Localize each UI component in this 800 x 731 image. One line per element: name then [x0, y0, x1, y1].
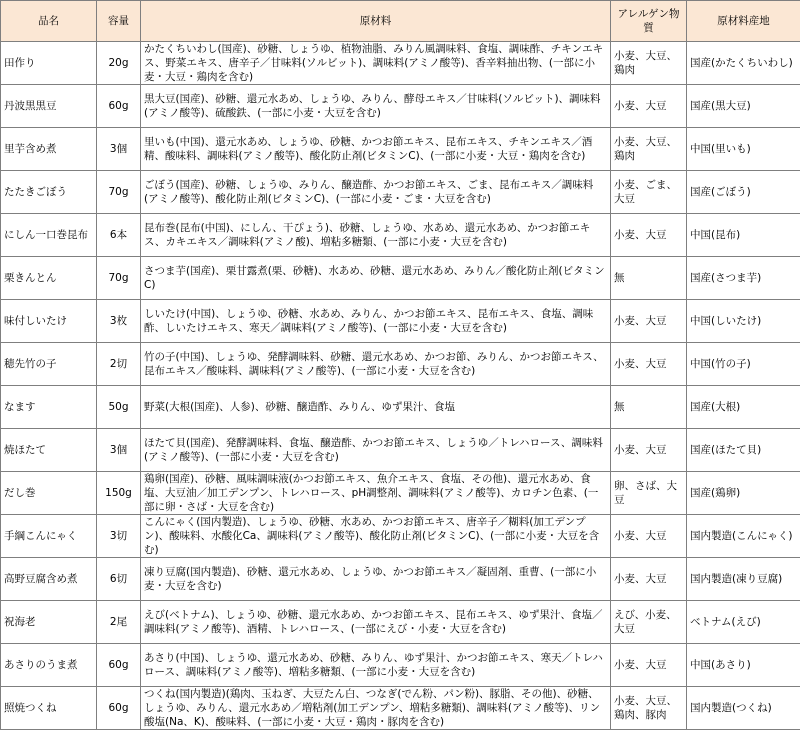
cell-capacity: 3個 [97, 429, 141, 472]
cell-allergens: 小麦、大豆 [611, 214, 687, 257]
table-row [1, 558, 800, 601]
table-row [1, 257, 800, 300]
header-allergens: アレルゲン物質 [611, 1, 687, 42]
cell-ingredients: 鶏卵(国産)、砂糖、風味調味液(かつお節エキス、魚介エキス、食塩、その他)、還元水あめ、食塩、大豆油／加工デンプン、トレハロース、pH調整剤、調味料(アミノ酸等)、カロチン色素、(一部に卵・さば・大豆を含む) [141, 472, 611, 515]
cell-origin: 中国(しいたけ) [687, 300, 800, 343]
table-row [1, 214, 800, 257]
cell-capacity: 50g [97, 386, 141, 429]
cell-ingredients: ほたて貝(国産)、発酵調味料、食塩、醸造酢、かつお節エキス、しょうゆ／トレハロース、調味料(アミノ酸等)、(一部に小麦・大豆を含む) [141, 429, 611, 472]
cell-product-name: 栗きんとん [1, 257, 97, 300]
table-body [1, 42, 800, 730]
cell-product-name: なます [1, 386, 97, 429]
cell-allergens: 小麦、大豆、鶏肉、豚肉 [611, 687, 687, 730]
cell-product-name: にしん一口巻昆布 [1, 214, 97, 257]
cell-ingredients: ごぼう(国産)、砂糖、しょうゆ、みりん、醸造酢、かつお節エキス、ごま、昆布エキス／調味料(アミノ酸等)、酸化防止剤(ビタミンC)、(一部に小麦・ごま・大豆を含む) [141, 171, 611, 214]
cell-origin: 国内製造(こんにゃく) [687, 515, 800, 558]
cell-ingredients: さつま芋(国産)、栗甘露煮(栗、砂糖)、水あめ、砂糖、還元水あめ、みりん／酸化防止剤(ビタミンC) [141, 257, 611, 300]
cell-ingredients: 竹の子(中国)、しょうゆ、発酵調味料、砂糖、還元水あめ、かつお節、みりん、かつお節エキス、昆布エキス／酸味料、調味料(アミノ酸等)、(一部に小麦・大豆を含む) [141, 343, 611, 386]
cell-product-name: 焼ほたて [1, 429, 97, 472]
cell-capacity: 6本 [97, 214, 141, 257]
cell-capacity: 3枚 [97, 300, 141, 343]
header-origin: 原材料産地 [687, 1, 800, 42]
cell-product-name: 手綱こんにゃく [1, 515, 97, 558]
cell-allergens: 小麦、大豆 [611, 429, 687, 472]
table-row [1, 515, 800, 558]
cell-allergens: 小麦、大豆 [611, 558, 687, 601]
cell-product-name: 穂先竹の子 [1, 343, 97, 386]
table-row [1, 300, 800, 343]
header-row [1, 1, 800, 42]
table-row [1, 644, 800, 687]
cell-capacity: 6切 [97, 558, 141, 601]
cell-allergens: 卵、さば、大豆 [611, 472, 687, 515]
cell-allergens: えび、小麦、大豆 [611, 601, 687, 644]
cell-ingredients: あさり(中国)、しょうゆ、還元水あめ、砂糖、みりん、ゆず果汁、かつお節エキス、寒天／トレハロース、調味料(アミノ酸等)、増粘多糖類、(一部に小麦・大豆を含む) [141, 644, 611, 687]
cell-capacity: 60g [97, 85, 141, 128]
table-row [1, 429, 800, 472]
cell-capacity: 60g [97, 644, 141, 687]
cell-allergens: 小麦、大豆、鶏肉 [611, 128, 687, 171]
cell-allergens: 小麦、大豆、鶏肉 [611, 42, 687, 85]
cell-ingredients: つくね(国内製造)(鶏肉、玉ねぎ、大豆たん白、つなぎ(でん粉、パン粉)、豚脂、その他)、砂糖、しょうゆ、みりん、還元水あめ／増粘剤(加工デンプン、増粘多糖類)、調味料(アミノ酸等)、リン酸塩(Na、K)、酸味料、(一部に小麦・大豆・鶏肉・豚肉を含む) [141, 687, 611, 730]
table-row [1, 85, 800, 128]
cell-ingredients: えび(ベトナム)、しょうゆ、砂糖、還元水あめ、かつお節エキス、昆布エキス、ゆず果汁、食塩／調味料(アミノ酸等)、酒精、トレハロース、(一部にえび・小麦・大豆を含む) [141, 601, 611, 644]
cell-origin: 国内製造(つくね) [687, 687, 800, 730]
table-row [1, 386, 800, 429]
table-row [1, 601, 800, 644]
cell-origin: 国産(ごぼう) [687, 171, 800, 214]
cell-ingredients: かたくちいわし(国産)、砂糖、しょうゆ、植物油脂、みりん風調味料、食塩、調味酢、チキンエキス、野菜エキス、唐辛子／甘味料(ソルビット)、調味料(アミノ酸等)、香辛料抽出物、(一部に小麦・大豆・鶏肉を含む) [141, 42, 611, 85]
cell-origin: 中国(昆布) [687, 214, 800, 257]
cell-ingredients: 黒大豆(国産)、砂糖、還元水あめ、しょうゆ、みりん、酵母エキス／甘味料(ソルビット)、調味料(アミノ酸等)、硫酸鉄、(一部に小麦・大豆を含む) [141, 85, 611, 128]
cell-allergens: 小麦、大豆 [611, 85, 687, 128]
cell-origin: 国産(大根) [687, 386, 800, 429]
cell-product-name: 田作り [1, 42, 97, 85]
cell-origin: 国内製造(凍り豆腐) [687, 558, 800, 601]
cell-origin: 国産(ほたて貝) [687, 429, 800, 472]
table-row [1, 472, 800, 515]
cell-capacity: 2切 [97, 343, 141, 386]
cell-origin: 国産(さつま芋) [687, 257, 800, 300]
cell-origin: ベトナム(えび) [687, 601, 800, 644]
cell-product-name: 丹波黒黒豆 [1, 85, 97, 128]
cell-capacity: 2尾 [97, 601, 141, 644]
cell-ingredients: 昆布巻(昆布(中国)、にしん、干ぴょう)、砂糖、しょうゆ、水あめ、還元水あめ、かつお節エキス、カキエキス／調味料(アミノ酸)、増粘多糖類、(一部に小麦・大豆を含む) [141, 214, 611, 257]
cell-capacity: 70g [97, 171, 141, 214]
cell-ingredients: こんにゃく(国内製造)、しょうゆ、砂糖、水あめ、かつお節エキス、唐辛子／糊料(加工デンプン)、酸味料、水酸化Ca、調味料(アミノ酸等)、酸化防止剤(ビタミンC)、(一部に小麦・大豆を含む) [141, 515, 611, 558]
cell-product-name: 里芋含め煮 [1, 128, 97, 171]
table-row [1, 343, 800, 386]
cell-capacity: 70g [97, 257, 141, 300]
table-row [1, 42, 800, 85]
cell-origin: 中国(里いも) [687, 128, 800, 171]
cell-allergens: 小麦、大豆 [611, 515, 687, 558]
cell-product-name: だし巻 [1, 472, 97, 515]
cell-product-name: あさりのうま煮 [1, 644, 97, 687]
cell-capacity: 3個 [97, 128, 141, 171]
header-ingredients: 原材料 [141, 1, 611, 42]
cell-allergens: 小麦、大豆 [611, 343, 687, 386]
cell-origin: 中国(竹の子) [687, 343, 800, 386]
cell-capacity: 60g [97, 687, 141, 730]
cell-allergens: 無 [611, 386, 687, 429]
cell-product-name: 味付しいたけ [1, 300, 97, 343]
header-product-name: 品名 [1, 1, 97, 42]
cell-allergens: 小麦、ごま、大豆 [611, 171, 687, 214]
cell-allergens: 小麦、大豆 [611, 300, 687, 343]
header-capacity: 容量 [97, 1, 141, 42]
cell-capacity: 20g [97, 42, 141, 85]
cell-origin: 中国(あさり) [687, 644, 800, 687]
cell-allergens: 無 [611, 257, 687, 300]
cell-ingredients: 凍り豆腐(国内製造)、砂糖、還元水あめ、しょうゆ、かつお節エキス／凝固剤、重曹、(一部に小麦・大豆を含む) [141, 558, 611, 601]
cell-product-name: たたきごぼう [1, 171, 97, 214]
table-row [1, 171, 800, 214]
cell-ingredients: 野菜(大根(国産)、人参)、砂糖、醸造酢、みりん、ゆず果汁、食塩 [141, 386, 611, 429]
cell-origin: 国産(かたくちいわし) [687, 42, 800, 85]
cell-ingredients: 里いも(中国)、還元水あめ、しょうゆ、砂糖、かつお節エキス、昆布エキス、チキンエキス／酒精、酸味料、調味料(アミノ酸等)、酸化防止剤(ビタミンC)、(一部に小麦・大豆・鶏肉を含む) [141, 128, 611, 171]
cell-allergens: 小麦、大豆 [611, 644, 687, 687]
cell-origin: 国産(鶏卵) [687, 472, 800, 515]
cell-product-name: 祝海老 [1, 601, 97, 644]
cell-capacity: 3切 [97, 515, 141, 558]
table-row [1, 687, 800, 730]
cell-ingredients: しいたけ(中国)、しょうゆ、砂糖、水あめ、みりん、かつお節エキス、昆布エキス、食塩、調味酢、しいたけエキス、寒天／調味料(アミノ酸等)、(一部に小麦・大豆を含む) [141, 300, 611, 343]
table-row [1, 128, 800, 171]
cell-capacity: 150g [97, 472, 141, 515]
cell-product-name: 高野豆腐含め煮 [1, 558, 97, 601]
cell-product-name: 照焼つくね [1, 687, 97, 730]
cell-origin: 国産(黒大豆) [687, 85, 800, 128]
